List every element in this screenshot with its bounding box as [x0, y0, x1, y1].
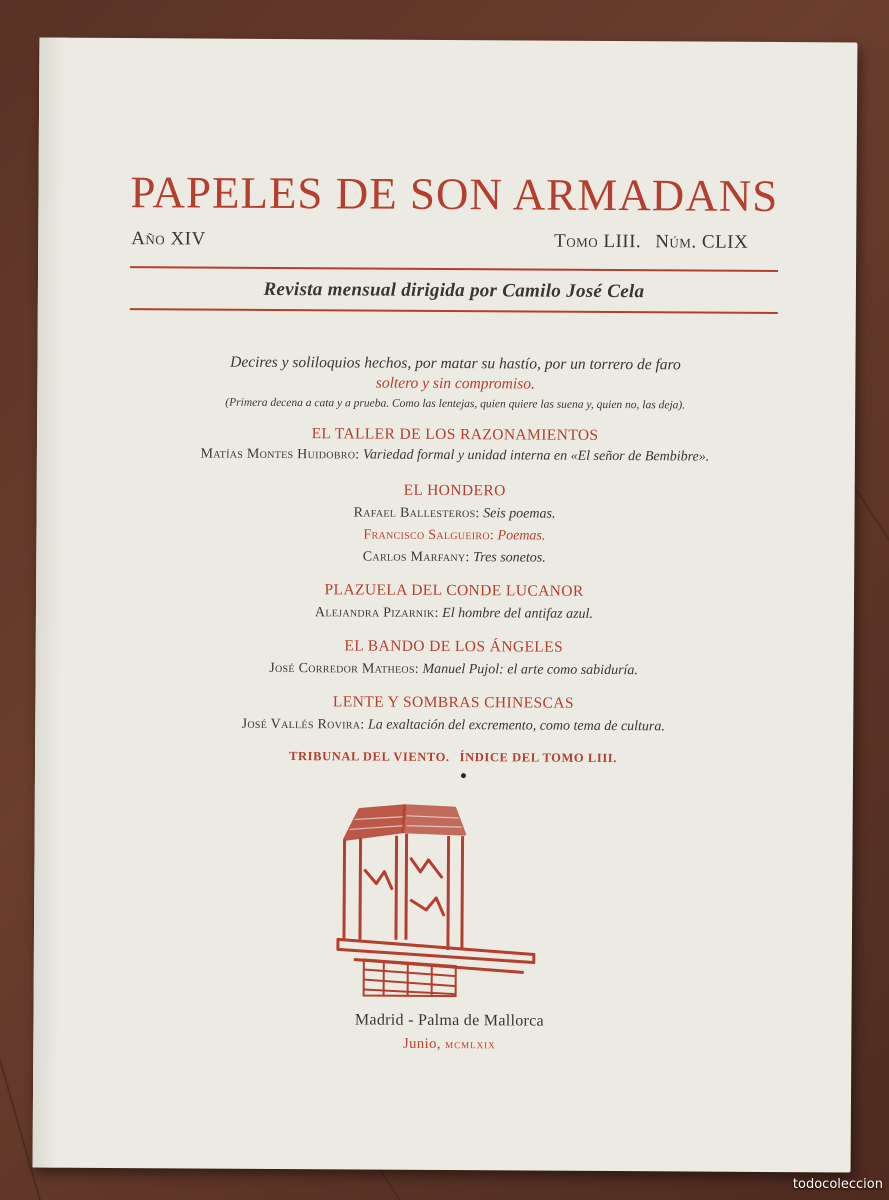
entry-author: Rafael Ballesteros: — [353, 505, 480, 522]
entry-work: El hombre del antifaz azul. — [442, 605, 594, 622]
publication-month: Junio, — [402, 1035, 442, 1052]
intro-line-2: soltero y sin compromiso. — [375, 374, 535, 393]
subtitle: Revista mensual dirigida por Camilo José Cela — [263, 278, 645, 303]
section-entry — [129, 504, 781, 524]
entry-author: Matías Montes Huidobro: — [200, 446, 360, 463]
entry-author: Carlos Marfany: — [362, 549, 470, 566]
section-heading-lente: LENTE Y SOMBRAS CHINESCAS — [332, 693, 574, 712]
magazine-cover — [33, 38, 858, 1173]
section-heading-bando: EL BANDO DE LOS ÁNGELES — [344, 637, 564, 656]
section-entry — [127, 716, 779, 736]
entry-work: Poemas. — [497, 528, 546, 544]
section-entry — [129, 446, 781, 466]
section-entry — [128, 604, 780, 624]
year-label: Año XIV — [131, 228, 206, 250]
bottom-rule — [130, 308, 778, 314]
publication-date — [125, 1034, 773, 1055]
entry-work: Variedad formal y unidad interna en «El señor de Bembibre». — [362, 447, 710, 465]
section-entry — [128, 660, 780, 680]
publication-year: mcmlxix — [445, 1036, 496, 1052]
magazine-title: PAPELES DE SON ARMADANS — [130, 167, 779, 222]
entry-work: Seis poemas. — [483, 506, 556, 522]
window-with-tiled-roof-icon — [324, 799, 565, 1000]
entry-author: Francisco Salgueiro: — [363, 527, 495, 544]
section-entry — [128, 526, 780, 546]
issue-number-label: Núm. CLIX — [655, 231, 749, 253]
intro-note: (Primera decena a cata y a prueba. Como las lentejas, quien quiere las suena y, quien no, las deja). — [225, 396, 686, 412]
top-rule — [130, 266, 778, 272]
volume-number — [554, 231, 748, 254]
entry-author: José Corredor Matheos: — [269, 660, 420, 677]
section-heading-taller: EL TALLER DE LOS RAZONAMIENTOS — [311, 425, 599, 444]
entry-work: La exaltación del excremento, como tema de cultura. — [367, 717, 665, 735]
entry-work: Manuel Pujol: el arte como sabiduría. — [422, 661, 638, 679]
intro-line-1: Decires y soliloquios hechos, por matar su hastío, por un torrero de faro — [230, 353, 681, 374]
tribunal-label: TRIBUNAL DEL VIENTO. — [289, 749, 450, 765]
volume-label: Tomo LIII. — [554, 230, 642, 253]
entry-author: Alejandra Pizarnik: — [314, 605, 439, 621]
watermark: todocoleccion — [792, 1177, 883, 1192]
section-heading-hondero: EL HONDERO — [403, 481, 506, 500]
entry-work: Tres sonetos. — [473, 550, 546, 566]
section-heading-plazuela: PLAZUELA DEL CONDE LUCANOR — [324, 581, 584, 600]
index-label: ÍNDICE DEL TOMO LIII. — [459, 750, 618, 766]
intro-text — [129, 352, 781, 396]
entry-author: José Vallés Rovira: — [241, 716, 365, 733]
tribunal-line — [127, 748, 779, 767]
section-entry — [128, 548, 780, 568]
separator-dot — [461, 773, 466, 778]
publication-city: Madrid - Palma de Mallorca — [354, 1011, 545, 1030]
